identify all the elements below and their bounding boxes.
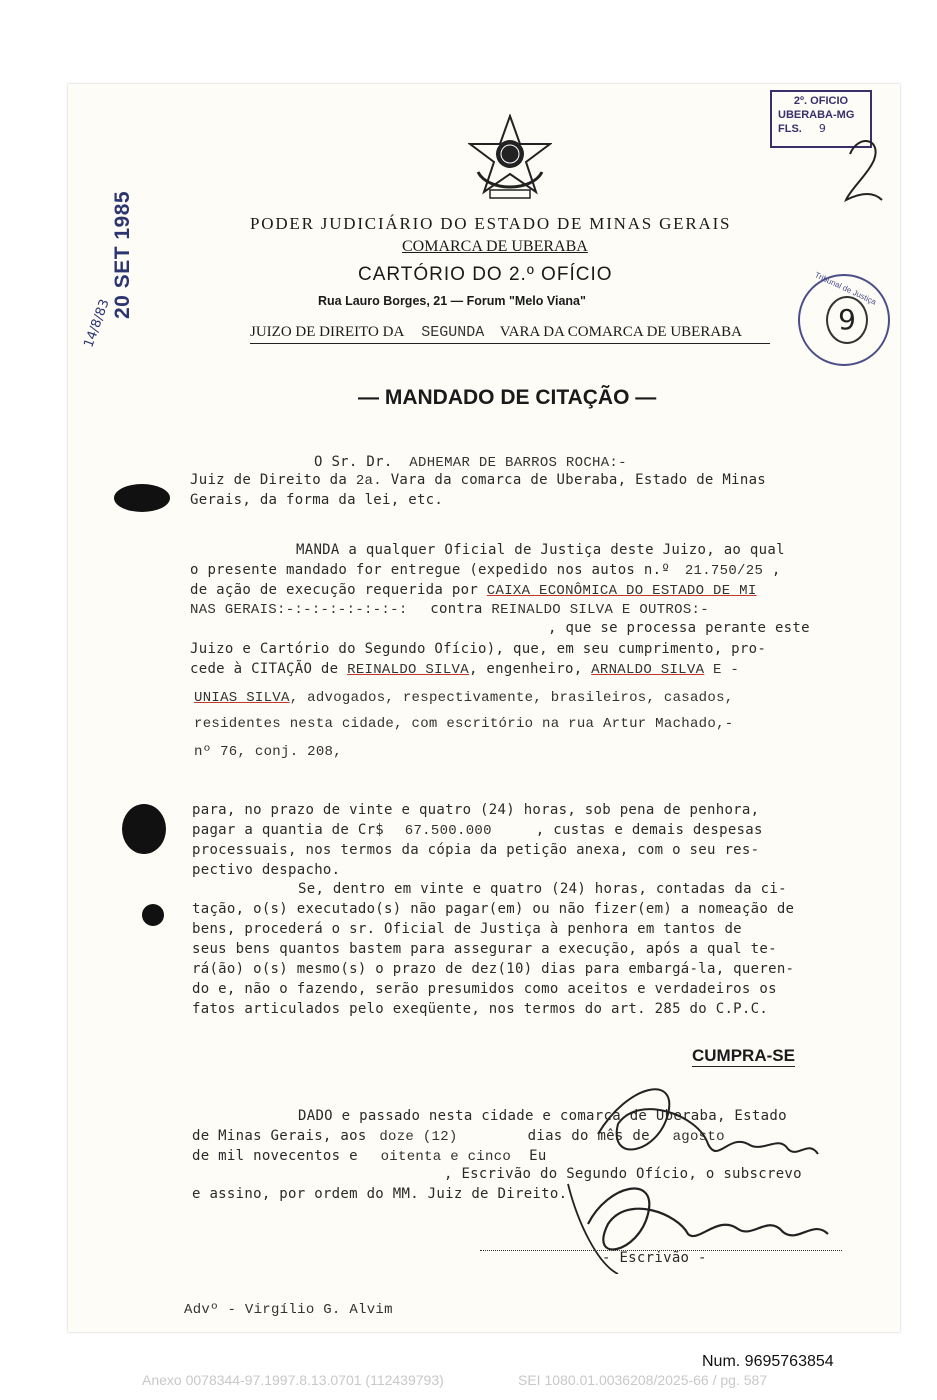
document-page bbox=[68, 84, 900, 1332]
header-line5-pre: JUIZO DE DIREITO DA bbox=[250, 324, 404, 340]
judge-name: ADHEMAR DE BARROS ROCHA:- bbox=[409, 455, 627, 471]
ano: oitenta e cinco bbox=[380, 1149, 512, 1165]
prazo-line7: bens, procederá o sr. Oficial de Justiça à penhora em tantos de bbox=[192, 921, 742, 937]
vara-number: 2a. bbox=[355, 473, 382, 489]
prazo-line3: processuais, nos termos da cópia da petição anexa, com o seu res- bbox=[192, 842, 760, 858]
prazo-line10: do e, não o fazendo, serão presumidos como aceitos e verdadeiros os bbox=[192, 981, 777, 997]
prazo-line4: pectivo despacho. bbox=[192, 862, 341, 878]
header-line4: Rua Lauro Borges, 21 — Forum "Melo Viana" bbox=[318, 294, 586, 308]
dado-line1: DADO e passado nesta cidade e comarca de Uberaba, Estado bbox=[298, 1108, 787, 1124]
advogado: Advº - Virgílio G. Alvim bbox=[184, 1302, 393, 1318]
vara-fill: SEGUNDA bbox=[421, 324, 485, 341]
header-line5-post: VARA DA COMARCA DE UBERABA bbox=[499, 324, 742, 340]
seal-number: 9 bbox=[826, 296, 868, 344]
stamp-line1: 2º. OFICIO bbox=[793, 95, 849, 107]
manda-line10: nº 76, conj. 208, bbox=[194, 744, 342, 760]
header-line3: CARTÓRIO DO 2.º OFÍCIO bbox=[358, 264, 613, 285]
dado-line5: e assino, por ordem do MM. Juiz de Direito. bbox=[192, 1186, 568, 1202]
prazo-line2: pagar a quantia de Cr$ 67.500.000 , custas e demais despesas bbox=[192, 822, 763, 839]
footer-sei: SEI 1080.01.0036208/2025-66 / pg. 587 bbox=[518, 1372, 768, 1388]
prazo-line8: seus bens quantos bastem para assegurar a execução, após a qual te- bbox=[192, 941, 777, 957]
footer-anexo: Anexo 0078344-97.1997.8.13.0701 (112439793) bbox=[142, 1372, 444, 1388]
header-line1: PODER JUDICIÁRIO DO ESTADO DE MINAS GERAIS bbox=[250, 214, 732, 233]
autos-number: 21.750/25 bbox=[684, 563, 764, 579]
intro-line1: O Sr. Dr. ADHEMAR DE BARROS ROCHA:- bbox=[314, 454, 627, 471]
handwritten-date: 14/8/83 bbox=[81, 297, 113, 350]
dado-line3: de mil novecentos e oitenta e cinco Eu bbox=[192, 1148, 547, 1165]
manda-line9: residentes nesta cidade, com escritório na rua Artur Machado,- bbox=[194, 716, 734, 732]
document-title: — MANDADO DE CITAÇÃO — bbox=[358, 386, 657, 409]
dia: doze (12) bbox=[379, 1129, 458, 1145]
prazo-line11: fatos articulados pelo exeqüente, nos termos do art. 285 do C.P.C. bbox=[192, 1001, 769, 1017]
stamp-line3: FLS. bbox=[778, 123, 802, 135]
manda-line2: o presente mandado for entregue (expedido nos autos n.º 21.750/25 , bbox=[190, 562, 781, 579]
received-date-stamp: 20 SET 1985 bbox=[111, 190, 134, 319]
round-seal bbox=[798, 270, 890, 366]
intro-line2: Juiz de Direito da 2a. Vara da comarca de Uberaba, Estado de Minas bbox=[190, 472, 767, 489]
manda-line4: NAS GERAIS:-:-:-:-:-:-:-: contra REINALDO SILVA E OUTROS:- bbox=[190, 601, 709, 618]
executado-name: REINALDO SILVA E OUTROS:- bbox=[491, 602, 709, 618]
prazo-line6: tação, o(s) executado(s) não pagar(em) ou não fizer(em) a nomeação de bbox=[192, 901, 795, 917]
prazo-line1: para, no prazo de vinte e quatro (24) horas, sob pena de penhora, bbox=[192, 802, 760, 818]
punch-mark bbox=[122, 804, 166, 854]
intro-line3: Gerais, da forma da lei, etc. bbox=[190, 492, 444, 508]
dado-line4: , Escrivão do Segundo Ofício, o subscrevo bbox=[444, 1166, 802, 1182]
manda-line7: cede à CITAÇÃO de REINALDO SILVA, engenheiro, ARNALDO SILVA E - bbox=[190, 661, 740, 678]
mes: agosto bbox=[672, 1129, 725, 1145]
signature-icon bbox=[548, 1074, 848, 1274]
escrivao-label: - Escrivão - bbox=[602, 1250, 707, 1266]
citado-2: ARNALDO SILVA bbox=[591, 662, 705, 678]
stamp-line2: UBERABA-MG bbox=[778, 109, 855, 121]
valor: 67.500.000 bbox=[404, 823, 492, 839]
punch-mark bbox=[114, 484, 170, 512]
header-line5 bbox=[250, 324, 770, 344]
manda-line6: Juizo e Cartório do Segundo Ofício), que, em seu cumprimento, pro- bbox=[190, 641, 767, 657]
cumpra-se: CUMPRA-SE bbox=[692, 1046, 795, 1065]
manda-line3: de ação de execução requerida por CAIXA ECONÔMICA DO ESTADO DE MI bbox=[190, 582, 757, 599]
prazo-line5: Se, dentro em vinte e quatro (24) horas, contadas da ci- bbox=[298, 881, 787, 897]
citado-3: UNIAS SILVA bbox=[194, 690, 290, 706]
dado-line2: de Minas Gerais, aos doze (12) dias do mês de agosto bbox=[192, 1128, 725, 1145]
header-line2: COMARCA DE UBERABA bbox=[402, 238, 588, 255]
exequente-name: CAIXA ECONÔMICA DO ESTADO DE MI bbox=[486, 583, 757, 599]
footer-num: Num. 9695763854 bbox=[702, 1353, 834, 1370]
stamp-folio: 9 bbox=[818, 122, 826, 135]
manda-line5: , que se processa perante este bbox=[548, 620, 810, 636]
prazo-line9: rá(ão) o(s) mesmo(s) o prazo de dez(10) dias para embargá-la, queren- bbox=[192, 961, 795, 977]
punch-mark bbox=[142, 904, 164, 926]
seal-text: Tribunal de Justiça bbox=[813, 270, 878, 307]
coat-of-arms-icon bbox=[468, 114, 552, 202]
citado-1: REINALDO SILVA bbox=[347, 662, 469, 678]
manda-line1: MANDA a qualquer Oficial de Justiça deste Juizo, ao qual bbox=[296, 542, 785, 558]
manda-line8: UNIAS SILVA, advogados, respectivamente, brasileiros, casados, bbox=[194, 690, 734, 706]
handwritten-mark-icon bbox=[838, 134, 888, 210]
